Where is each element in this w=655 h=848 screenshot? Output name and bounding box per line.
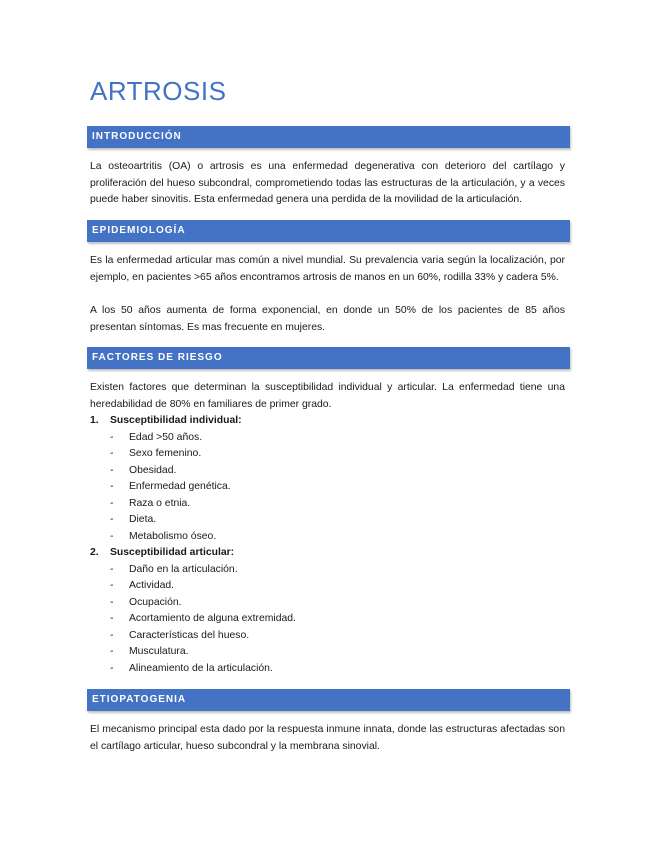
list-item: - Daño en la articulación. <box>110 563 238 575</box>
list-item: - Edad >50 años. <box>110 431 203 443</box>
list-item: - Obesidad. <box>110 464 177 476</box>
etiopatogenia-paragraph: El mecanismo principal esta dado por la respuesta inmune innata, donde las estructuras afectadas son el cartílago articular, hueso subcondral y la membrana sinovial. <box>90 724 565 752</box>
list-number: 1. <box>90 415 99 426</box>
list-heading-individual <box>90 413 242 430</box>
list-item: - Alineamiento de la articulación. <box>110 662 273 674</box>
list-heading-articular <box>90 545 234 562</box>
list-label: Susceptibilidad articular: <box>110 547 235 558</box>
list-item: - Dieta. <box>110 514 157 525</box>
page-title: ARTROSIS <box>90 76 227 106</box>
list-item: - Metabolismo óseo. <box>110 530 217 542</box>
section-heading-factores: FACTORES DE RIESGO <box>87 347 570 369</box>
list-individual <box>110 430 231 546</box>
section-heading-epidemiologia: EPIDEMIOLOGÍA <box>87 220 570 242</box>
list-item: - Raza o etnia. <box>110 497 191 509</box>
list-item: - Enfermedad genética. <box>110 481 231 492</box>
list-item: - Ocupación. <box>110 596 182 608</box>
section-heading-introduccion: INTRODUCCIÓN <box>87 126 570 148</box>
section-heading-etiopatogenia: ETIOPATOGENIA <box>87 689 570 711</box>
list-label: Susceptibilidad individual: <box>110 415 242 426</box>
list-item: - Acortamiento de alguna extremidad. <box>110 613 296 624</box>
epidemiologia-paragraph-1: Es la enfermedad articular mas común a nivel mundial. Su prevalencia varia según la localización, por ejemplo, en pacientes >65 años encontramos artrosis de manos en un 60%, rodilla 33% y cadera 5%. <box>90 255 565 283</box>
list-number: 2. <box>90 547 99 558</box>
epidemiologia-paragraph-2: A los 50 años aumenta de forma exponencial, en donde un 50% de los pacientes de 85 años presentan síntomas. Es mas frecuente en mujeres. <box>90 305 565 333</box>
list-item: - Características del hueso. <box>110 629 250 641</box>
factores-paragraph: Existen factores que determinan la susceptibilidad individual y articular. La enfermedad tiene una heredabilidad de 80% en familiares de primer grado. <box>90 382 565 410</box>
list-item: - Musculatura. <box>110 646 189 657</box>
list-articular <box>110 562 296 678</box>
list-item: - Sexo femenino. <box>110 448 202 459</box>
intro-paragraph: La osteoartritis (OA) o artrosis es una enfermedad degenerativa con deterioro del cartílago y proliferación del hueso subcondral, comprometiendo todas las estructuras de la articulación, y a veces puede haber sinovitis. Esta enfermedad genera una perdida de la movilidad de la articulación. <box>90 161 565 205</box>
list-item: - Actividad. <box>110 580 175 591</box>
